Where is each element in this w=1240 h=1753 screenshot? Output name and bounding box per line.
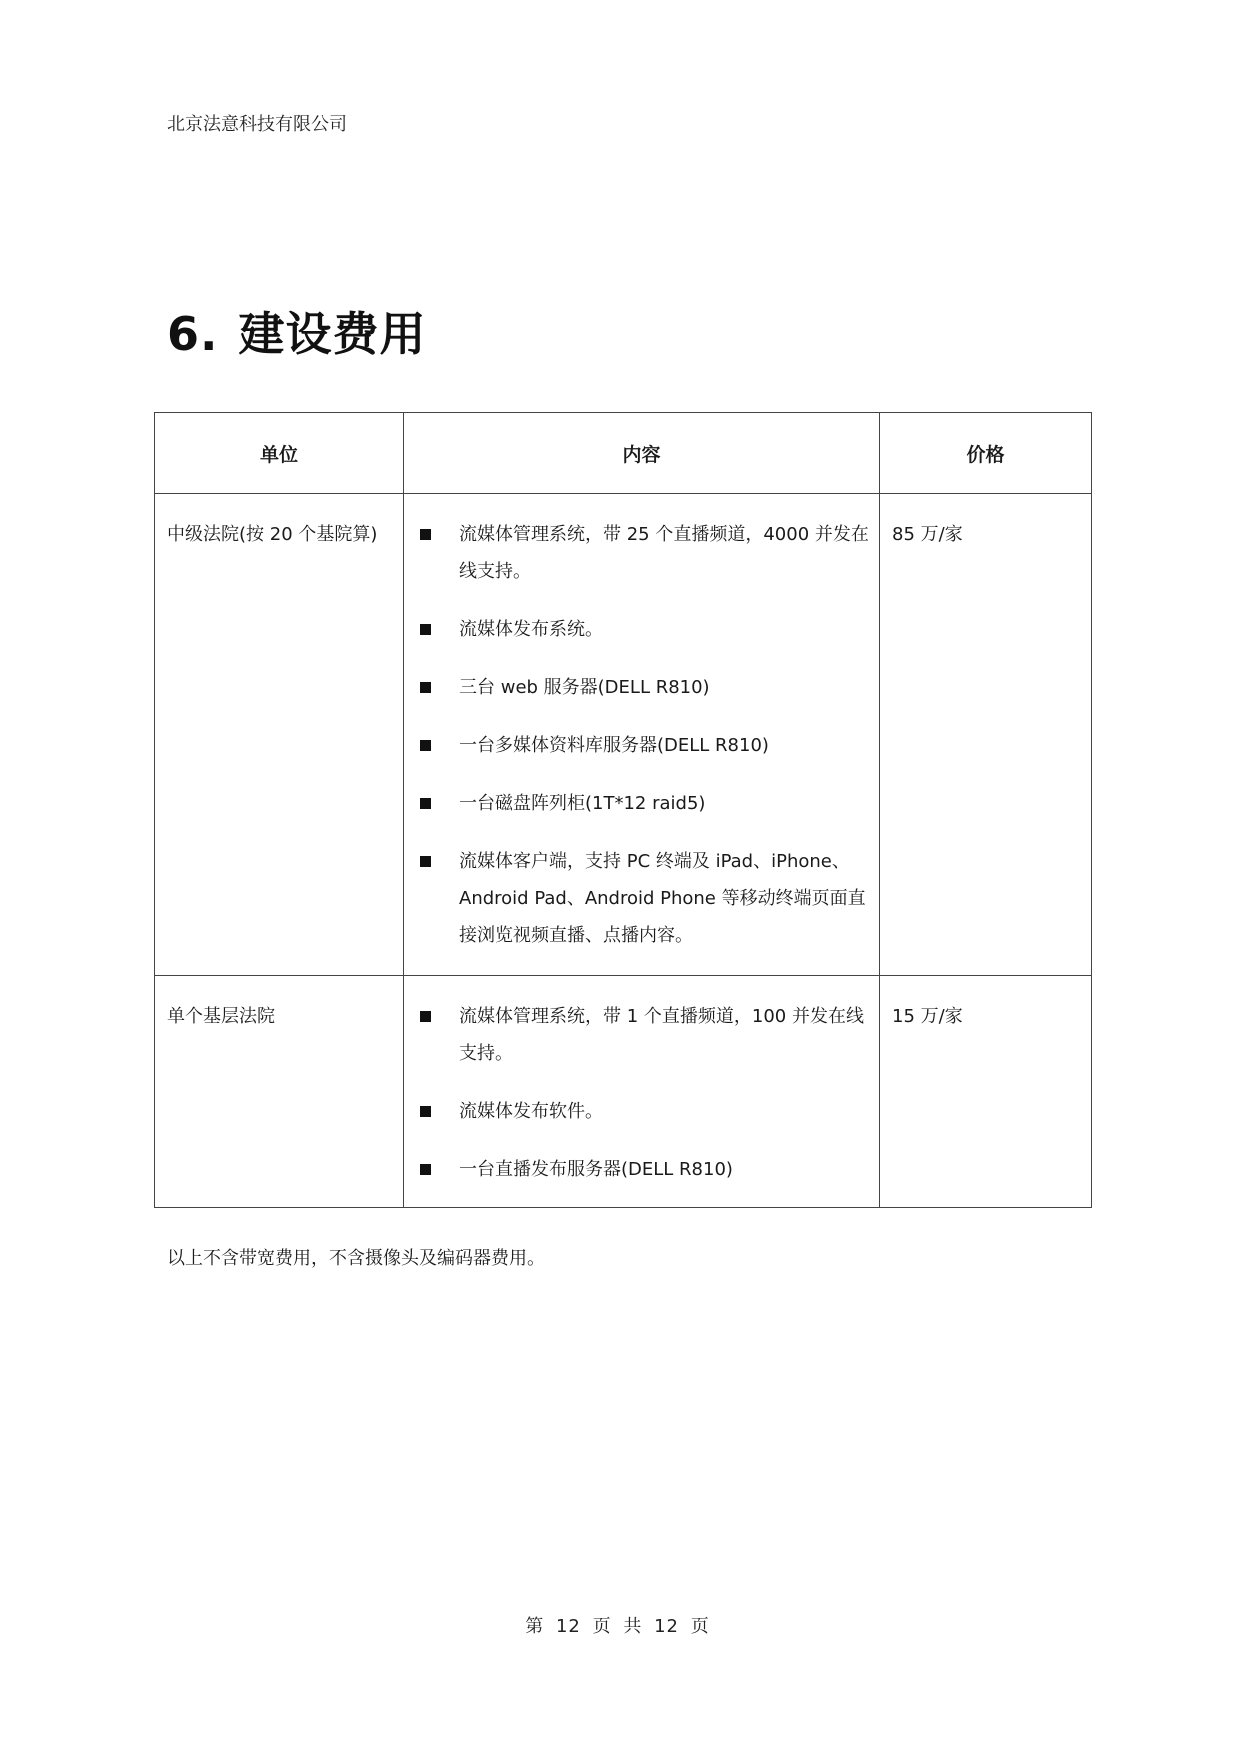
list-item (416, 843, 869, 954)
page-word: 页 (592, 1616, 612, 1637)
total-page-number: 12 (654, 1616, 679, 1637)
list-item-text: 一台直播发布服务器(DELL R810) (459, 1159, 733, 1180)
square-bullet-icon (420, 740, 431, 751)
square-bullet-icon (420, 1106, 431, 1117)
section-number: 6. (167, 307, 219, 361)
page-prefix: 第 (525, 1616, 545, 1637)
list-item-text: 流媒体管理系统，带 25 个直播频道，4000 并发在线支持。 (459, 524, 869, 582)
list-item (416, 727, 869, 764)
square-bullet-icon (420, 798, 431, 809)
square-bullet-icon (420, 1164, 431, 1175)
price-cell: 15 万/家 (880, 976, 1092, 1208)
list-item-text: 流媒体发布软件。 (459, 1101, 603, 1122)
section-title-text: 建设费用 (238, 307, 427, 361)
company-header: 北京法意科技有限公司 (167, 114, 347, 135)
table-row (155, 976, 1092, 1208)
cost-table (154, 412, 1092, 1208)
list-item (416, 669, 869, 706)
list-item-text: 流媒体客户端，支持 PC 终端及 iPad、iPhone、Android Pad、Android Phone 等移动终端页面直接浏览视频直播、点播内容。 (459, 851, 866, 946)
unit-cell: 中级法院(按 20 个基院算) (155, 494, 404, 976)
header-content: 内容 (404, 413, 880, 494)
list-item (416, 1151, 869, 1188)
total-prefix: 共 (623, 1616, 643, 1637)
content-cell (404, 976, 880, 1208)
list-item-text: 流媒体管理系统，带 1 个直播频道，100 并发在线支持。 (459, 1006, 864, 1064)
section-title (167, 298, 426, 364)
page-footer (0, 1612, 1240, 1638)
content-list (416, 998, 869, 1188)
content-cell (404, 494, 880, 976)
table-row (155, 494, 1092, 976)
list-item (416, 785, 869, 822)
footnote: 以上不含带宽费用，不含摄像头及编码器费用。 (167, 1248, 545, 1269)
current-page-number: 12 (555, 1616, 581, 1637)
square-bullet-icon (420, 624, 431, 635)
list-item-text: 三台 web 服务器(DELL R810) (459, 677, 710, 698)
header-unit: 单位 (155, 413, 404, 494)
square-bullet-icon (420, 682, 431, 693)
square-bullet-icon (420, 856, 431, 867)
square-bullet-icon (420, 1011, 431, 1022)
list-item-text: 一台多媒体资料库服务器(DELL R810) (459, 735, 769, 756)
price-cell: 85 万/家 (880, 494, 1092, 976)
list-item (416, 516, 869, 590)
list-item (416, 1093, 869, 1130)
content-list (416, 516, 869, 954)
page-word-end: 页 (690, 1616, 710, 1637)
header-price: 价格 (880, 413, 1092, 494)
table-header-row (155, 413, 1092, 494)
list-item (416, 611, 869, 648)
list-item (416, 998, 869, 1072)
square-bullet-icon (420, 529, 431, 540)
list-item-text: 流媒体发布系统。 (459, 619, 603, 640)
unit-cell: 单个基层法院 (155, 976, 404, 1208)
list-item-text: 一台磁盘阵列柜(1T*12 raid5) (459, 793, 706, 814)
